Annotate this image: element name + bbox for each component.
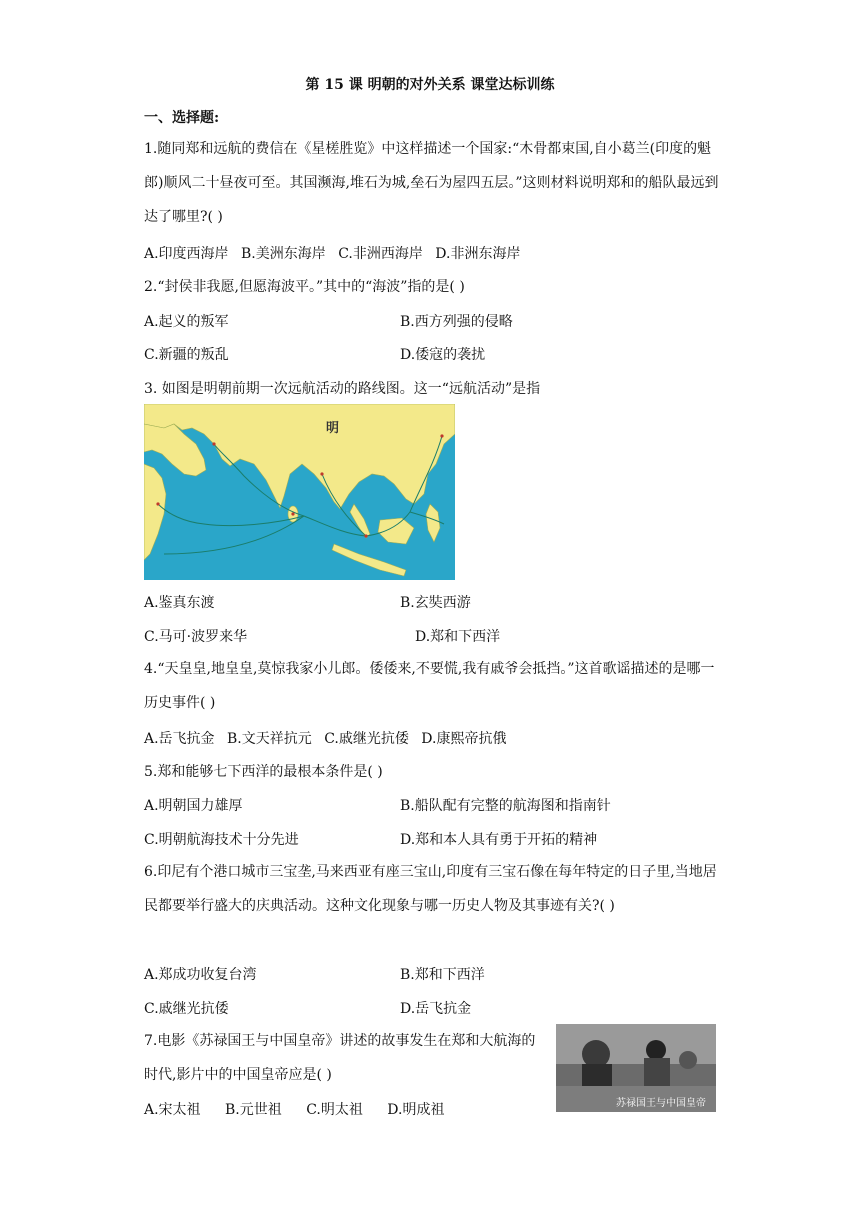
question-5-option-a: A.明朝国力雄厚 xyxy=(144,798,243,814)
question-3-option-b: B.玄奘西游 xyxy=(400,595,471,611)
question-2-option-b: B.西方列强的侵略 xyxy=(400,314,513,330)
question-6-option-a: A.郑成功收复台湾 xyxy=(144,967,257,983)
poster-caption: 苏禄国王与中国皇帝 xyxy=(616,1098,706,1109)
question-2-stem: 2.“封侯非我愿,但愿海波平。”其中的“海波”指的是( ) xyxy=(144,279,465,295)
question-2-option-c: C.新疆的叛乱 xyxy=(144,347,229,363)
question-6-option-d: D.岳飞抗金 xyxy=(400,1001,472,1017)
question-2-option-a: A.起义的叛军 xyxy=(144,314,229,330)
question-4-options: A.岳飞抗金 B.文天祥抗元 C.戚继光抗倭 D.康熙帝抗俄 xyxy=(144,731,507,747)
question-5-option-b: B.船队配有完整的航海图和指南针 xyxy=(400,798,611,814)
question-7-stem: 7.电影《苏禄国王与中国皇帝》讲述的故事发生在郑和大航海的时代,影片中的中国皇帝应是( ) xyxy=(144,1033,536,1083)
voyage-route-map xyxy=(144,404,455,580)
question-3-option-d: D.郑和下西洋 xyxy=(415,629,501,645)
question-5-stem: 5.郑和能够七下西洋的最根本条件是( ) xyxy=(144,764,383,780)
question-6-stem: 6.印尼有个港口城市三宝垄,马来西亚有座三宝山,印度有三宝石像在每年特定的日子里,当地居民都要举行盛大的庆典活动。这种文化现象与哪一历史人物及其事迹有关?( ) xyxy=(144,864,717,914)
question-3-stem: 3. 如图是明朝前期一次远航活动的路线图。这一“远航活动”是指 xyxy=(144,381,541,397)
section-heading: 一、选择题: xyxy=(144,110,220,126)
question-6-option-c: C.戚继光抗倭 xyxy=(144,1001,229,1017)
film-poster-image xyxy=(556,1024,716,1112)
question-5-option-c: C.明朝航海技术十分先进 xyxy=(144,832,299,848)
question-4-stem: 4.“天皇皇,地皇皇,莫惊我家小儿郎。倭倭来,不要慌,我有戚爷会抵挡。”这首歌谣描述的是哪一历史事件( ) xyxy=(144,661,715,711)
question-6-option-b: B.郑和下西洋 xyxy=(400,967,485,983)
question-1-stem: 1.随同郑和远航的费信在《星槎胜览》中这样描述一个国家:“木骨都束国,自小葛兰(印度的魁郎)顺风二十昼夜可至。其国濒海,堆石为城,垒石为屋四五层。”这则材料说明郑和的船队最远到达了哪里?( ) xyxy=(144,141,719,225)
page-title: 第 15 课 明朝的对外关系 课堂达标训练 xyxy=(305,77,555,93)
question-3-option-c: C.马可·波罗来华 xyxy=(144,629,248,645)
map-label-ming: 明 xyxy=(326,421,340,436)
question-1-options: A.印度西海岸 B.美洲东海岸 C.非洲西海岸 D.非洲东海岸 xyxy=(144,246,521,262)
question-2-option-d: D.倭寇的袭扰 xyxy=(400,347,486,363)
question-7-options: A.宋太祖 B.元世祖 C.明太祖 D.明成祖 xyxy=(144,1102,445,1118)
question-3-option-a: A.鉴真东渡 xyxy=(144,595,215,611)
question-5-option-d: D.郑和本人具有勇于开拓的精神 xyxy=(400,832,598,848)
